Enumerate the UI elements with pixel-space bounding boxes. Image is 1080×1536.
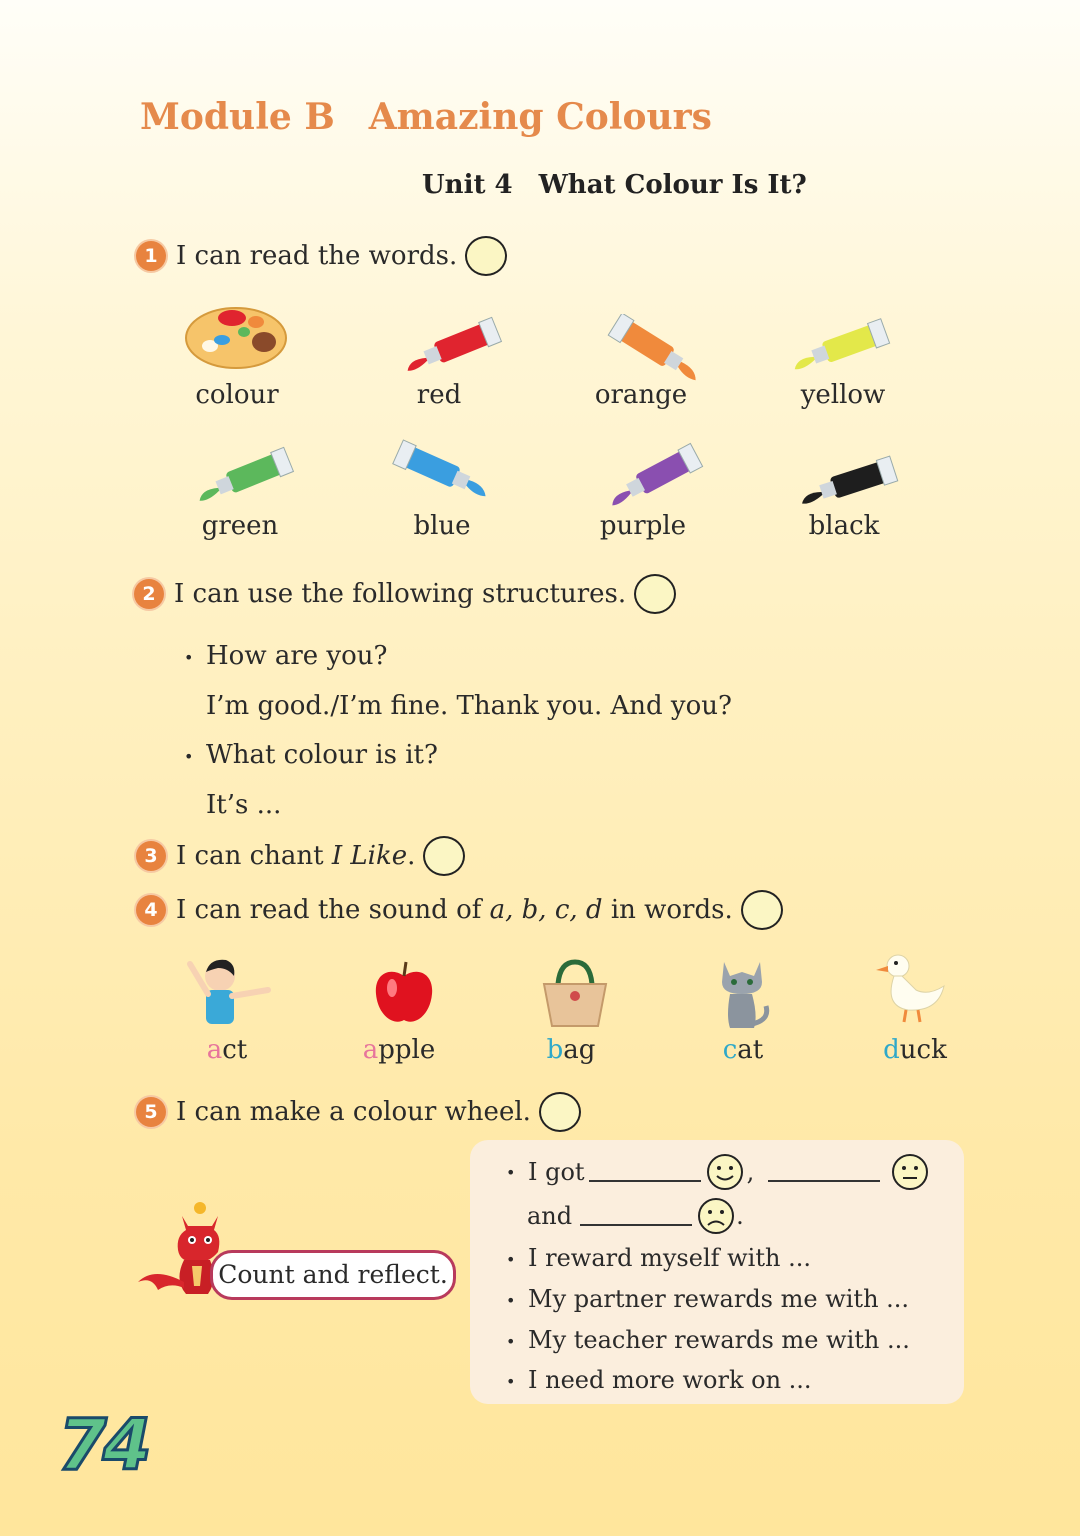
reflect-line-text: My partner rewards me with ... (528, 1285, 910, 1313)
structure-answer-2: It’s ... (206, 790, 282, 820)
purple-paint-tube-icon (600, 442, 710, 512)
yellow-paint-tube-icon (786, 312, 896, 382)
duck-icon (872, 950, 948, 1026)
phonics-letter: c (722, 1035, 738, 1065)
reflect-and-line (527, 1196, 744, 1236)
structure-question-text: How are you? (206, 641, 388, 671)
word-black: black (808, 511, 880, 541)
answer-blank[interactable] (589, 1162, 701, 1182)
happy-face-icon (705, 1152, 745, 1192)
boy-acting-icon (182, 954, 272, 1026)
self-check-circle[interactable] (423, 836, 465, 876)
bag-icon (540, 958, 610, 1028)
count-and-reflect-label: Count and reflect. (210, 1250, 456, 1300)
phonics-word-bag (501, 1035, 641, 1065)
self-check-circle[interactable] (634, 574, 676, 614)
phonics-rest: ag (563, 1035, 596, 1065)
phonics-letter: a (206, 1035, 223, 1065)
bullet-icon: • (184, 647, 194, 667)
phonics-letter: d (883, 1035, 900, 1065)
reflect-line-1 (506, 1244, 811, 1272)
period: . (736, 1202, 744, 1230)
section-text-after: in words. (602, 895, 733, 925)
word-purple: purple (599, 511, 687, 541)
phonics-word-act (157, 1035, 297, 1065)
section-4 (136, 890, 783, 930)
section-number: 1 (136, 241, 166, 271)
self-check-circle[interactable] (465, 236, 507, 276)
red-paint-tube-icon (398, 312, 508, 382)
module-title (140, 96, 712, 138)
blue-paint-tube-icon (386, 436, 496, 506)
section-text: I can use the following structures. (174, 579, 627, 609)
section-text-after: . (407, 841, 416, 871)
answer-blank[interactable] (580, 1206, 692, 1226)
structure-question-2 (184, 740, 438, 770)
word-orange: orange (594, 380, 688, 410)
section-text: I can make a colour wheel. (176, 1097, 531, 1127)
section-text-before: I can read the sound of (176, 895, 490, 925)
bullet-icon: • (506, 1291, 516, 1310)
unit-name: What Colour Is It? (538, 170, 807, 200)
phonics-word-cat (673, 1035, 813, 1065)
green-paint-tube-icon (190, 442, 300, 512)
neutral-face-icon (890, 1152, 930, 1192)
section-text: I can read the words. (176, 241, 458, 271)
reflect-line-3 (506, 1326, 910, 1354)
bullet-icon: • (184, 746, 194, 766)
reflect-line-text: I reward myself with ... (528, 1244, 811, 1272)
bullet-icon: • (506, 1332, 516, 1351)
cat-icon (712, 956, 772, 1032)
unit-label: Unit 4 (422, 170, 513, 200)
section-number: 3 (136, 841, 166, 871)
sad-face-icon (696, 1196, 736, 1236)
structure-answer-1: I’m good./I’m fine. Thank you. And you? (206, 691, 732, 721)
reflect-got-text: I got (528, 1158, 585, 1186)
bullet-icon: • (506, 1250, 516, 1269)
reflect-line-2 (506, 1285, 909, 1313)
section-number: 5 (136, 1097, 166, 1127)
phonics-rest: pple (378, 1035, 436, 1065)
module-name: Amazing Colours (368, 96, 712, 138)
phonics-letter: a (362, 1035, 379, 1065)
structure-question-text: What colour is it? (206, 740, 438, 770)
answer-blank[interactable] (768, 1162, 880, 1182)
apple-icon (372, 960, 436, 1026)
reflect-and-text: and (527, 1202, 573, 1230)
section-text-italic: a, b, c, d (489, 895, 603, 925)
phonics-rest: uck (899, 1035, 947, 1065)
section-1 (136, 236, 507, 276)
self-check-circle[interactable] (741, 890, 783, 930)
word-blue: blue (413, 511, 471, 541)
section-number: 4 (136, 895, 166, 925)
reflect-line-4 (506, 1366, 812, 1394)
word-green: green (201, 511, 279, 541)
phonics-word-duck (845, 1035, 985, 1065)
phonics-letter: b (546, 1035, 564, 1065)
page-number: 74 (58, 1404, 148, 1486)
section-text-italic: I Like (331, 841, 408, 871)
reflect-line-text: My teacher rewards me with ... (528, 1326, 910, 1354)
section-5 (136, 1092, 581, 1132)
palette-icon (184, 302, 292, 372)
word-red: red (416, 380, 462, 410)
word-yellow: yellow (800, 380, 886, 410)
phonics-word-apple (329, 1035, 469, 1065)
word-colour: colour (195, 380, 279, 410)
bullet-icon: • (506, 1162, 516, 1182)
structure-question-1 (184, 641, 387, 671)
section-text-before: I can chant (176, 841, 332, 871)
section-number: 2 (134, 579, 164, 609)
black-paint-tube-icon (794, 448, 904, 518)
section-2 (134, 574, 676, 614)
module-label: Module B (140, 96, 335, 138)
reflect-got-line (506, 1152, 930, 1192)
orange-paint-tube-icon (600, 314, 710, 384)
self-check-circle[interactable] (539, 1092, 581, 1132)
phonics-rest: ct (222, 1035, 248, 1065)
reflect-line-text: I need more work on ... (528, 1366, 812, 1394)
comma: , (746, 1158, 755, 1186)
phonics-rest: at (737, 1035, 764, 1065)
bullet-icon: • (506, 1372, 516, 1391)
unit-title (422, 170, 807, 200)
section-3 (136, 836, 465, 876)
